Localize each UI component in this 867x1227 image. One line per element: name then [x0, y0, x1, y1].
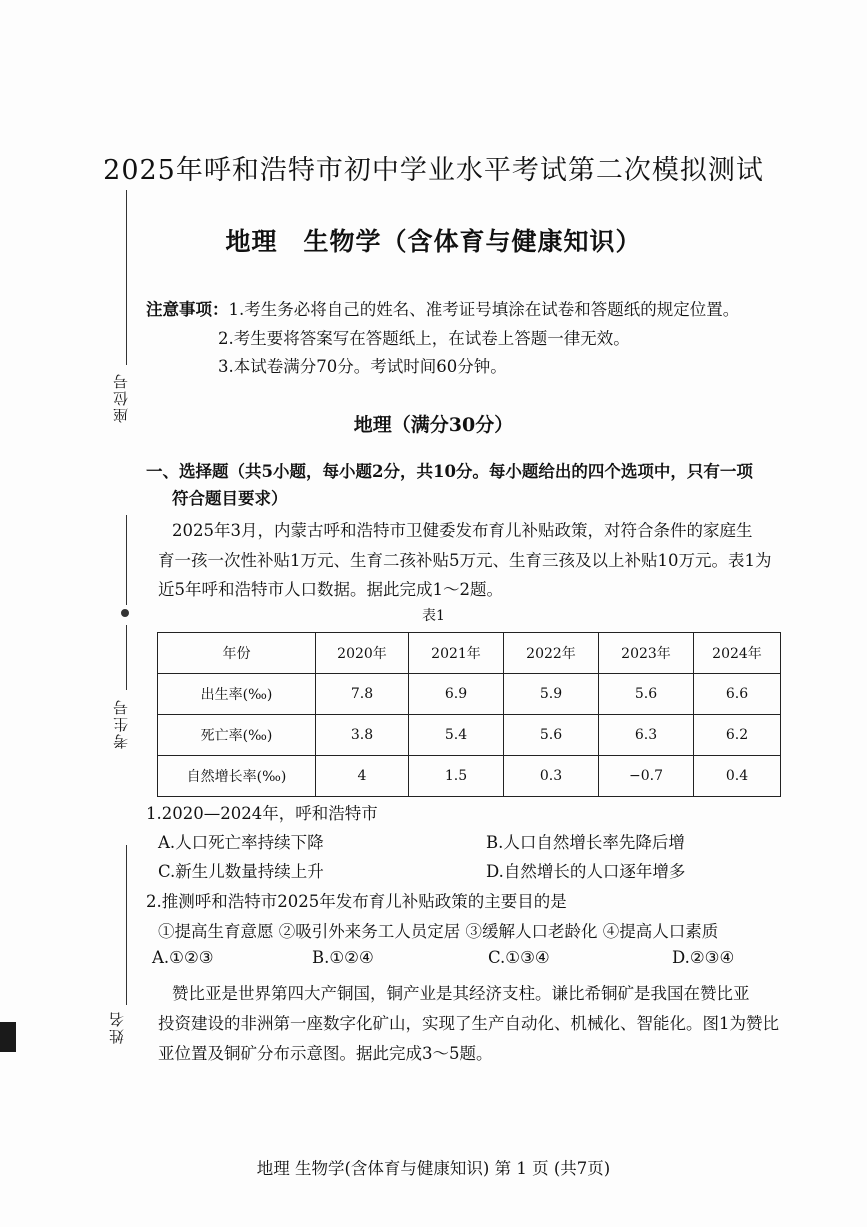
table-cell: 5.6 [599, 674, 694, 715]
table-cell: 6.2 [694, 715, 781, 756]
table-cell: 5.6 [504, 715, 599, 756]
q1-option-a: A.人口死亡率持续下降 [158, 833, 324, 852]
header-cell: 年份 [158, 633, 316, 674]
binding-mark [0, 1022, 16, 1052]
margin-line-1 [126, 515, 127, 605]
notice-line-1 [146, 296, 739, 320]
header-cell: 2024年 [694, 633, 781, 674]
table-row [158, 756, 781, 797]
q2-option-d: D.②③④ [672, 948, 735, 967]
table-cell: 0.4 [694, 756, 781, 797]
table-cell: 5.9 [504, 674, 599, 715]
seat-number-label: 座位号 [112, 372, 130, 423]
table-row [158, 715, 781, 756]
table-row [158, 674, 781, 715]
q1-option-d: D.自然增长的人口逐年增多 [486, 862, 686, 881]
passage2-line-1: 赞比亚是世界第四大产铜国，铜产业是其经济支柱。谦比希铜矿是我国在赞比亚 [172, 984, 750, 1003]
question-heading-2: 符合题目要求） [172, 489, 288, 508]
page-footer: 地理 生物学(含体育与健康知识) 第 1 页 (共7页) [256, 1159, 611, 1178]
seat-line [126, 190, 127, 365]
row-label: 自然增长率(‰) [158, 756, 316, 797]
table-cell: 1.5 [409, 756, 504, 797]
population-table [157, 632, 781, 797]
q1-stem: 1.2020—2024年，呼和浩特市 [146, 804, 378, 823]
section-title: 地理（满分30分） [353, 414, 514, 436]
q1-option-b: B.人口自然增长率先降后增 [486, 833, 685, 852]
passage1-line-3: 近5年呼和浩特市人口数据。据此完成1～2题。 [158, 580, 503, 599]
table-cell: 0.3 [504, 756, 599, 797]
table-cell: 6.9 [409, 674, 504, 715]
notice-label: 注意事项： [146, 300, 229, 319]
table-cell: 4 [316, 756, 409, 797]
row-label: 出生率(‰) [158, 674, 316, 715]
header-cell: 2021年 [409, 633, 504, 674]
passage2-line-3: 亚位置及铜矿分布示意图。据此完成3～5题。 [158, 1044, 493, 1063]
exam-no-line [126, 625, 127, 690]
header-cell: 2023年 [599, 633, 694, 674]
name-line [126, 845, 127, 1005]
passage2-line-2: 投资建设的非洲第一座数字化矿山，实现了生产自动化、机械化、智能化。图1为赞比 [158, 1014, 779, 1033]
exam-subtitle: 地理 生物学（含体育与健康知识） [225, 227, 642, 256]
table-cell: 7.8 [316, 674, 409, 715]
q1-option-c: C.新生儿数量持续上升 [158, 862, 324, 881]
row-label: 死亡率(‰) [158, 715, 316, 756]
notice-item-1: 1.考生务必将自己的姓名、准考证号填涂在试卷和答题纸的规定位置。 [228, 300, 740, 319]
table-header-row [158, 633, 781, 674]
passage1-line-2: 育一孩一次性补贴1万元、生育二孩补贴5万元、生育三孩及以上补贴10万元。表1为 [158, 551, 772, 570]
passage1-line-1: 2025年3月，内蒙古呼和浩特市卫健委发布育儿补贴政策，对符合条件的家庭生 [172, 521, 753, 540]
q2-option-c: C.①③④ [488, 948, 550, 967]
notice-item-3: 3.本试卷满分70分。考试时间60分钟。 [218, 357, 507, 376]
table-cell: 5.4 [409, 715, 504, 756]
header-cell: 2022年 [504, 633, 599, 674]
notice-item-2: 2.考生要将答案写在答题纸上，在试卷上答题一律无效。 [218, 329, 630, 348]
table-cell: −0.7 [599, 756, 694, 797]
exam-number-label: 考生号 [112, 698, 130, 749]
table-cell: 3.8 [316, 715, 409, 756]
header-cell: 2020年 [316, 633, 409, 674]
exam-title: 2025年呼和浩特市初中学业水平考试第二次模拟测试 [103, 155, 764, 186]
table-cell: 6.6 [694, 674, 781, 715]
q2-choices: ①提高生育意愿 ②吸引外来务工人员定居 ③缓解人口老龄化 ④提高人口素质 [158, 922, 719, 941]
q2-stem: 2.推测呼和浩特市2025年发布育儿补贴政策的主要目的是 [146, 892, 567, 911]
table-caption: 表1 [422, 608, 445, 624]
q2-option-b: B.①②④ [312, 948, 374, 967]
name-label: 姓名 [108, 1010, 126, 1044]
table-cell: 6.3 [599, 715, 694, 756]
q2-option-a: A.①②③ [152, 948, 214, 967]
question-heading: 一、选择题（共5小题，每小题2分，共10分。每小题给出的四个选项中，只有一项 [146, 462, 753, 481]
